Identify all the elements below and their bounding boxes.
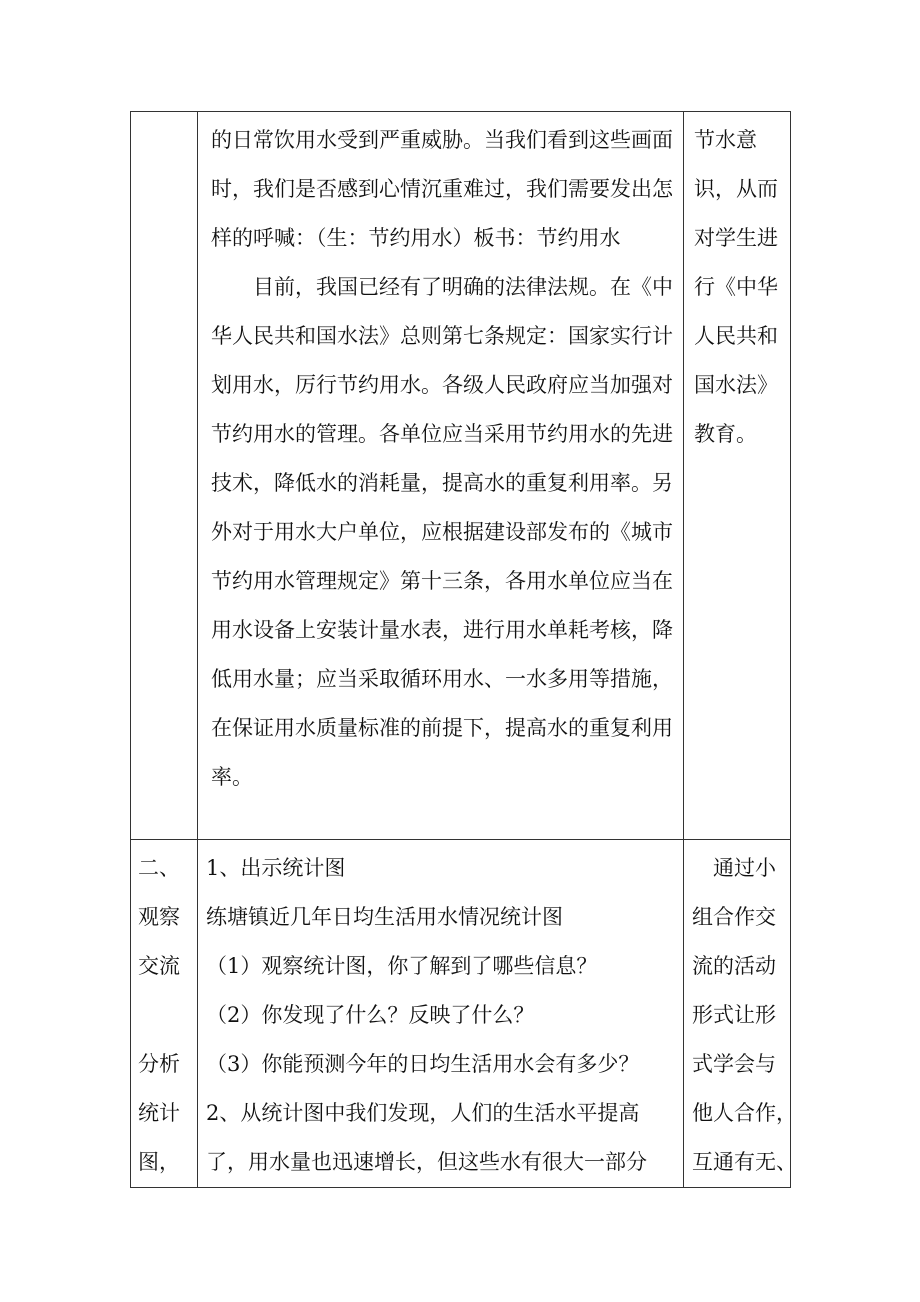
table-row — [131, 840, 791, 1188]
intent-line: 式学会与 — [692, 1052, 776, 1076]
content-line: 2、从统计图中我们发现，人们的生活水平提高 — [206, 1101, 640, 1125]
content-line: 1、出示统计图 — [206, 856, 346, 880]
content-cell — [198, 112, 684, 840]
design-intent-text: 节水意识，从而对学生进行《中华人民共和国水法》教育。 — [694, 128, 778, 446]
lesson-plan-table — [130, 111, 797, 1188]
intent-line: 组合作交 — [692, 905, 776, 929]
stage-line: 交流 — [138, 954, 180, 978]
intent-line: 他人合作， — [692, 1101, 797, 1125]
content-line: 了，用水量也迅速增长，但这些水有很大一部分 — [206, 1150, 647, 1174]
content-paragraph: 的日常饮用水受到严重威胁。当我们看到这些画面时，我们是否感到心情沉重难过，我们需要发出怎样的呼喊：（生：节约用水）板书：节约用水 — [211, 128, 673, 250]
stage-line: 统计 — [138, 1101, 180, 1125]
content-line: （1）观察统计图，你了解到了哪些信息？ — [206, 954, 598, 978]
intent-line: 互通有无、 — [692, 1150, 797, 1174]
intent-line: 流的活动 — [692, 954, 776, 978]
table-row — [131, 112, 791, 840]
content-line: 练塘镇近几年日均生活用水情况统计图 — [206, 905, 563, 929]
stage-gap — [138, 991, 197, 1040]
intent-line: 通过小 — [692, 856, 776, 880]
intent-cell — [684, 112, 791, 840]
content-line: （2）你发现了什么？反映了什么？ — [206, 1003, 535, 1027]
stage-line: 观察 — [138, 905, 180, 929]
intent-cell — [684, 840, 797, 1188]
content-line: （3）你能预测今年的日均生活用水会有多少？ — [206, 1052, 640, 1076]
content-paragraph: 目前，我国已经有了明确的法律法规。在《中华人民共和国水法》总则第七条规定：国家实行计划用水，厉行节约用水。各级人民政府应当加强对节约用水的管理。各单位应当采用节约用水的先进技术，降低水的消耗量，提高水的重复利用率。另外对于用水大户单位，应根据建设部发布的《城市节约用水管理规定》第十三条，各用水单位应当在用水设备上安装计量水表，进行用水单耗考核，降低用水量；应当采取循环用水、一水多用等措施，在保证用水质量标准的前提下，提高水的重复利用率。 — [211, 275, 673, 789]
stage-line: 二、 — [138, 856, 180, 880]
intent-line: 形式让形 — [692, 1003, 776, 1027]
stage-cell — [131, 840, 198, 1188]
stage-cell — [131, 112, 198, 840]
stage-line: 分析 — [138, 1052, 180, 1076]
content-cell — [198, 840, 684, 1188]
stage-line: 图， — [138, 1150, 180, 1174]
